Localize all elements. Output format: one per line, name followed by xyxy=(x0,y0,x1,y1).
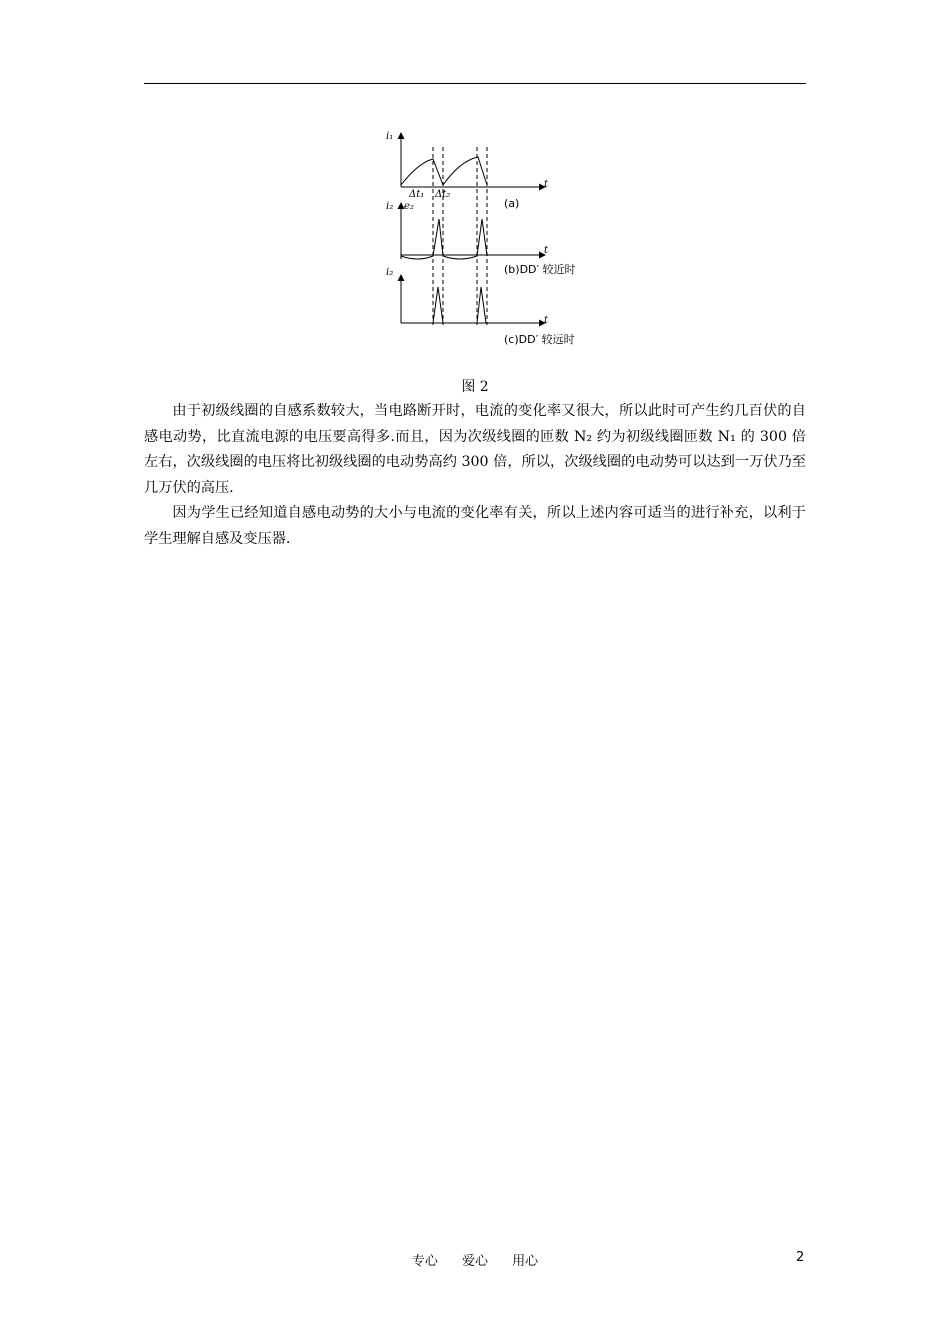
label-i2-b: i₂ xyxy=(386,201,394,212)
body-text xyxy=(144,399,806,552)
waveform-diagram xyxy=(380,125,620,355)
label-t-a: t xyxy=(544,179,549,190)
waveform-figure xyxy=(380,125,620,355)
paragraph-1: 由于初级线圈的自感系数较大，当电路断开时，电流的变化率又很大，所以此时可产生约几百伏的自感电动势，比直流电源的电压要高得多.而且，因为次级线圈的匝数 N₂ 约为初级线圈匝数 N₁ 的 300 倍左右，次级线圈的电压将比初级线圈的电动势高约 300 倍，所以，次级线圈的电动势可以达到一万伏乃至几万伏的高压. xyxy=(144,403,806,496)
label-dt1: Δt₁ xyxy=(409,189,425,200)
label-i1: i₁ xyxy=(386,131,394,142)
label-t-c: t xyxy=(544,315,549,326)
current-i2-near-curve xyxy=(401,219,487,259)
footer-motto xyxy=(0,1250,950,1269)
panel-b xyxy=(401,203,545,259)
page-number: 2 xyxy=(796,1250,805,1265)
panel-c xyxy=(401,275,545,323)
pulse-c-2 xyxy=(477,287,486,323)
motto-2: 爱心 xyxy=(461,1254,488,1269)
figure-caption: 图 2 xyxy=(461,379,489,395)
label-panel-c: (c)DD′ 较远时 xyxy=(504,333,575,346)
label-panel-b: (b)DD′ 较近时 xyxy=(504,263,576,276)
label-dt2: Δt₂ xyxy=(435,189,451,200)
current-i1-curve xyxy=(401,157,487,185)
label-i2-c: i₂ xyxy=(386,267,394,278)
label-e2: e₂ xyxy=(404,201,414,212)
panel-a xyxy=(401,133,545,187)
pulse-c-1 xyxy=(433,287,443,323)
label-panel-a: (a) xyxy=(504,197,520,210)
motto-3: 用心 xyxy=(512,1254,539,1269)
label-t-b: t xyxy=(544,245,549,256)
paragraph-2: 因为学生已经知道自感电动势的大小与电流的变化率有关，所以上述内容可适当的进行补充，以利于学生理解自感及变压器. xyxy=(144,505,806,547)
motto-1: 专心 xyxy=(411,1254,438,1269)
header-rule xyxy=(144,83,806,84)
